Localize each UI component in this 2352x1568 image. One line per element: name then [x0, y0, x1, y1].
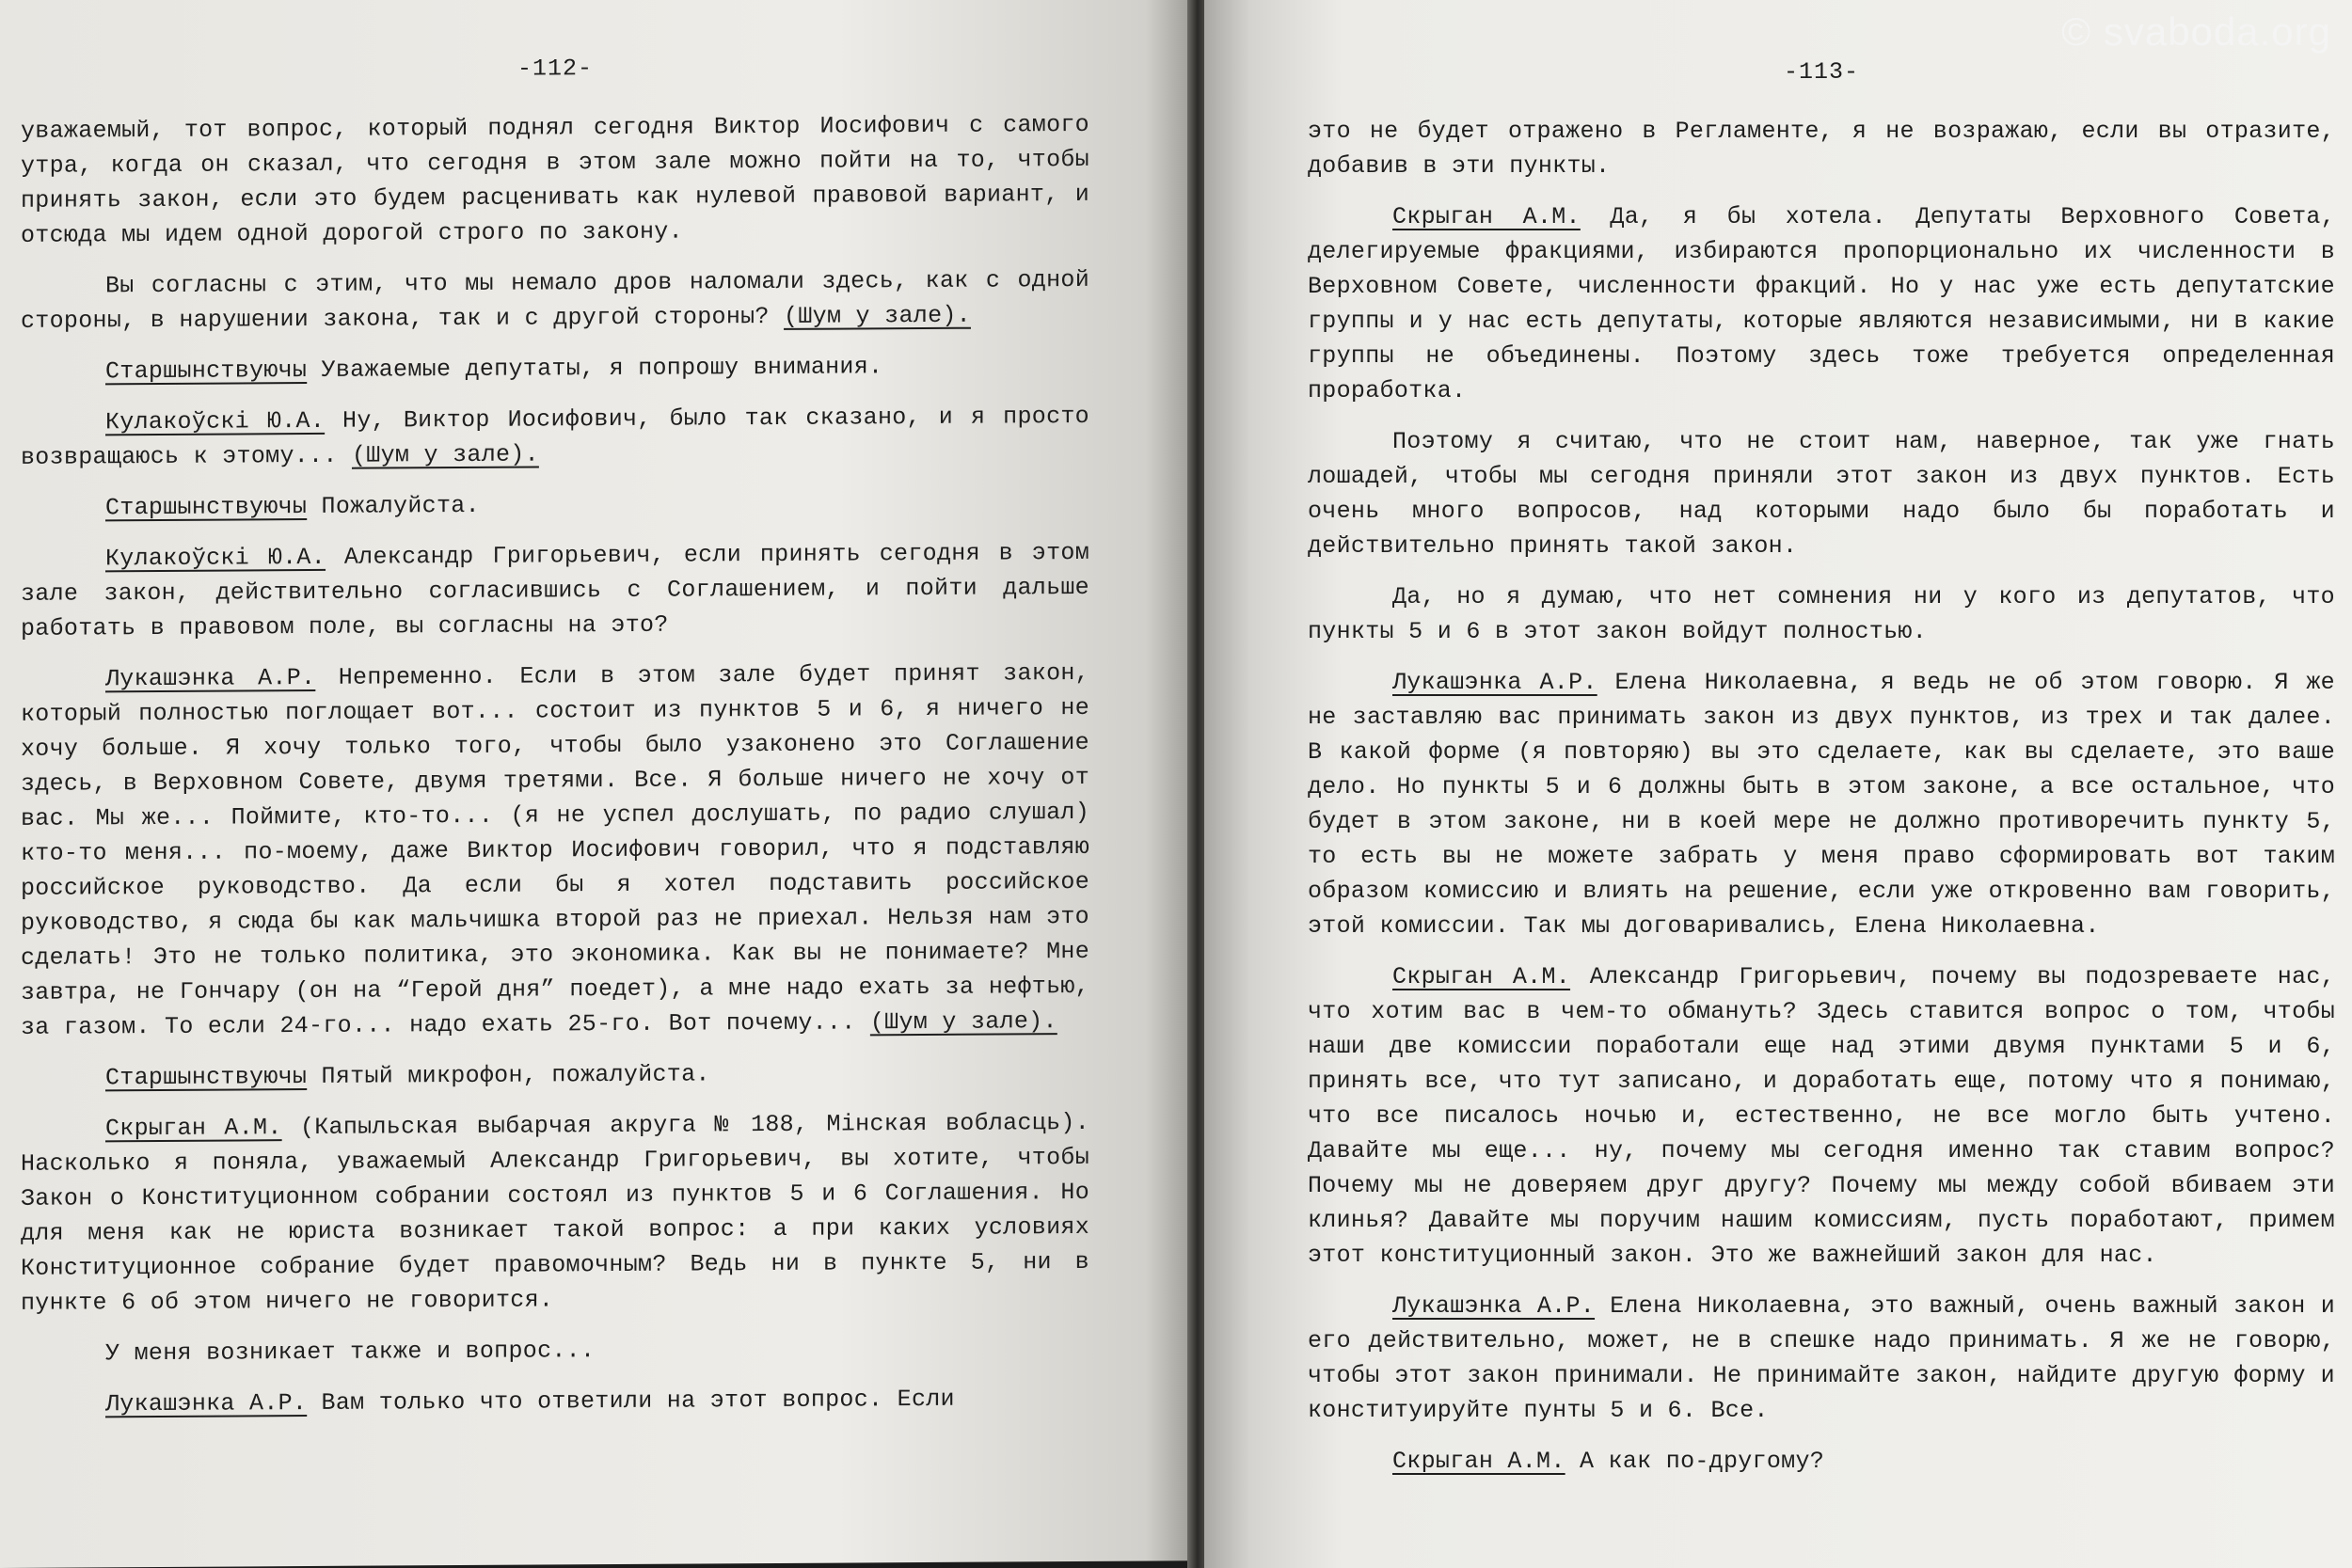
speech-text: Да, но я думаю, что нет сомнения ни у кого из депутатов, что пункты 5 и 6 в этот закон войдут полностью.	[1308, 583, 2335, 645]
speech-text: Пожалуйста.	[321, 491, 480, 520]
speech-text: Да, я бы хотела. Депутаты Верховного Совета, делегируемые фракциями, избираются пропорционально их численности в Верховном Совете, численности фракций. Но у нас уже есть депутатские группы и у нас есть депутаты, которые являются независимыми, ни в какие группы не объединены. Поэтому здесь тоже требуется определенная проработка.	[1308, 203, 2335, 404]
speaker-name: Кулакоўскі Ю.А.	[105, 406, 326, 436]
transcript-paragraph	[1308, 114, 2335, 183]
speaker-name: Лукашэнка А.Р.	[105, 663, 316, 693]
page-number: -112-	[516, 55, 593, 83]
speech-text: Непременно. Если в этом зале будет принят закон, который полностью поглощает вот... состоит из пунктов 5 и 6, я ничего не хочу больше. Я хочу только того, чтобы было узаконено это Соглашение здесь, в Верховном Совете, двумя третями. Все. Я больше ничего не хочу от вас. Мы же... Поймите, кто-то... (я не успел дослушать, по радио слушал) кто-то меня... по-моему, даже Виктор Иосифович говорил, что я подставляю российское руководство. Да если бы я хотел подставить российское руководство, я сюда бы как мальчишка второй раз не приехал. Нельзя нам это сделать! Это не только политика, это экономика. Как вы не понимаете? Мне завтра, не Гончару (он на “Герой дня” поедет), а мне надо ехать за нефтью, за газом. То если 24-го... надо ехать 25-го. Вот почему...	[21, 658, 1089, 1041]
speaker-name: Старшынствуючы	[105, 356, 308, 386]
speaker-name: Скрыган А.М.	[1392, 203, 1581, 230]
speech-text: это не будет отражено в Регламенте, я не возражаю, если вы отразите, добавив в эти пункты.	[1308, 118, 2335, 180]
transcript-paragraph	[21, 107, 1089, 253]
speech-text: Александр Григорьевич, почему вы подозреваете нас, что хотим вас в чем-то обмануть? Здесь ставится вопрос о том, чтобы наши две комиссии поработали еще над этими двумя пунктами 5 и 6, принять все, что тут записано, и доработать еще, потому что я понимаю, что все писалось ночью и, естественно, не все могло быть учтено. Давайте мы еще... ну, почему мы сегодня именно так ставим вопрос? Почему мы не доверяем друг другу? Почему мы между собой вбиваем эти клинья? Давайте мы поручим нашим комиссиям, пусть поработают, примем этот конституционный закон. Это же важнейший закон для нас.	[1308, 963, 2335, 1269]
speaker-name: Старшынствуючы	[105, 1063, 308, 1092]
speaker-name: Скрыган А.М.	[1392, 1448, 1565, 1475]
transcript-paragraph	[21, 262, 1089, 339]
speech-text: Александр Григорьевич, если принять сегодня в этом зале закон, действительно согласившись с Соглашением, и пойти дальше работать в правовом поле, вы согласны на это?	[21, 538, 1089, 642]
transcript-paragraph	[21, 535, 1089, 646]
transcript-paragraph	[21, 484, 1089, 526]
speech-text: Пятый микрофон, пожалуйста.	[321, 1060, 710, 1090]
transcript-paragraph	[21, 348, 1089, 389]
transcript-paragraph	[21, 399, 1089, 475]
speaker-name: Старшынствуючы	[105, 493, 308, 522]
speaker-name: Лукашэнка А.Р.	[1392, 1292, 1596, 1320]
page-number: -113-	[1783, 58, 1859, 86]
speech-text: Вам только что ответили на этот вопрос. Если	[321, 1385, 955, 1417]
speech-text: Елена Николаевна, это важный, очень важный закон и его действительно, может, не в спешке надо принимать. Я же не говорю, чтобы этот закон принимали. Не принимайте закон, найдите другую форму и конституируйте пунты 5 и 6. Все.	[1308, 1292, 2336, 1424]
right-page	[1204, 0, 2352, 1568]
speaker-name: Скрыган А.М.	[105, 1114, 282, 1143]
speaker-name: Лукашэнка А.Р.	[105, 1389, 308, 1418]
speech-text: Елена Николаевна, я ведь не об этом говорю. Я же не заставляю вас принимать закон из двух пунктов, из трех и так далее. В какой форме (я повторяю) вы это сделаете, как вы сделаете, это ваше дело. Но пункты 5 и 6 должны быть в этом законе, а все остальное, что будет в этом законе, ни в коей мере не должно противоречить пункту 5, то есть вы не можете забрать у меня право сформировать вот таким образом комиссию и влиять на решение, если уже откровенно вам говорить, этой комиссии. Так мы договаривались, Елена Николаевна.	[1308, 669, 2335, 940]
transcript-paragraph	[21, 1054, 1089, 1096]
transcript-paragraph	[21, 1105, 1089, 1321]
transcript-paragraph	[21, 656, 1089, 1045]
transcript-paragraph	[1308, 1444, 2335, 1479]
speech-text: уважаемый, тот вопрос, который поднял сегодня Виктор Иосифович с самого утра, когда он сказал, что сегодня в этом зале можно пойти на то, чтобы принять закон, если это будем расценивать как нулевой правовой вариант, и отсюда мы идем одной дорогой строго по закону.	[21, 110, 1089, 249]
watermark: © svaboda.org	[2061, 9, 2331, 54]
speech-text: (Капыльская выбарчая акруга № 188, Мінская вобласць). Насколько я поняла, уважаемый Александр Григорьевич, вы хотите, чтобы Закон о Конституционном собрании состоял из пунктов 5 и 6 Соглашения. Но для меня как не юриста возникает такой вопрос: а при каких условиях Конституционное собрание будет правомочным? Ведь ни в пункте 5, ни в пункте 6 об этом ничего не говорится.	[21, 1108, 1089, 1317]
transcript-paragraph	[1308, 665, 2335, 943]
stage-direction: (Шум у зале).	[784, 301, 971, 330]
transcript-paragraph	[1308, 199, 2335, 408]
transcript-paragraph	[1308, 579, 2335, 649]
speech-text: А как по-другому?	[1579, 1448, 1825, 1475]
transcript-paragraph	[1308, 1289, 2335, 1428]
speaker-name: Лукашэнка А.Р.	[1392, 669, 1597, 696]
transcript-paragraph	[1308, 424, 2335, 563]
left-page-body	[21, 107, 1089, 1422]
right-page-body	[1308, 114, 2335, 1479]
stage-direction: (Шум у зале).	[351, 440, 539, 469]
speaker-name: Скрыган А.М.	[1392, 963, 1571, 990]
transcript-paragraph	[21, 1330, 1089, 1371]
speech-text: Ну, Виктор Иосифович, было так сказано, и я просто возвращаюсь к этому...	[21, 402, 1089, 471]
transcript-paragraph	[21, 1381, 1089, 1422]
stage-direction: (Шум у зале).	[869, 1007, 1057, 1037]
speech-text: Вы согласны с этим, что мы немало дров наломали здесь, как с одной стороны, в нарушении закона, так и с другой стороны?	[21, 265, 1089, 335]
speaker-name: Кулакоўскі Ю.А.	[105, 543, 326, 573]
transcript-paragraph	[1308, 959, 2335, 1273]
speech-text: У меня возникает также и вопрос...	[105, 1337, 596, 1368]
speech-text: Уважаемые депутаты, я попрошу внимания.	[321, 353, 883, 384]
speech-text: Поэтому я считаю, что не стоит нам, наверное, так уже гнать лошадей, чтобы мы сегодня приняли этот закон из двух пунктов. Есть очень много вопросов, над которыми надо было бы поработать и действительно принять такой закон.	[1308, 428, 2335, 560]
